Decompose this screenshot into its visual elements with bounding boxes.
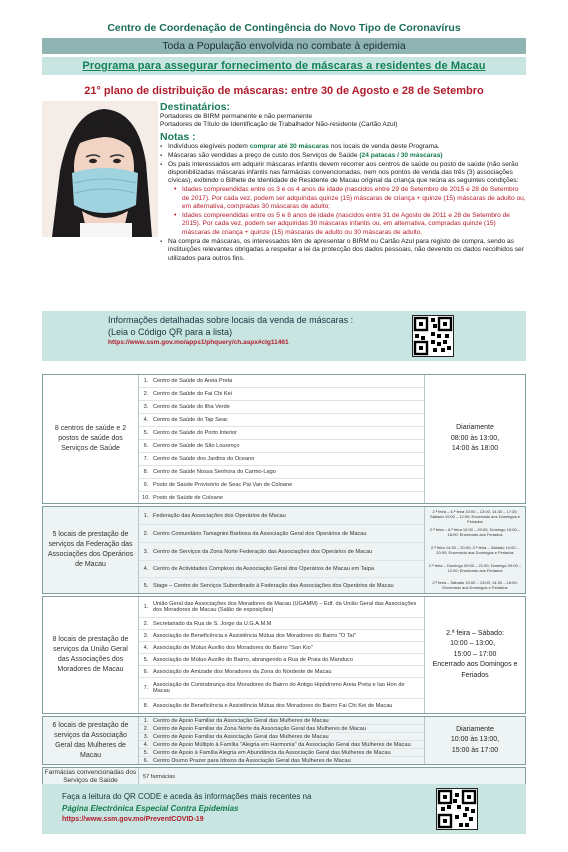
location-name: Associação de Beneficência e Assistência Mútua dos Moradores do Bairro "O Tai": [153, 632, 356, 639]
hours-line: Diariamente: [456, 424, 494, 432]
block-label: 6 locais de prestação de serviços da Associação Geral das Mulheres de Macau: [43, 717, 139, 764]
hours-line: 2.ª feira – Sábado:: [446, 629, 504, 637]
notes-label-text: Notas: [160, 130, 190, 143]
woman-with-mask-image: [42, 101, 158, 237]
note-highlight: (24 patacas / 30 máscaras): [359, 151, 443, 159]
footer: [42, 784, 526, 834]
opening-hours: [425, 597, 525, 713]
location-name: Centro de Apoio Familiar da Associação Geral das Mulheres de Macau: [153, 717, 329, 724]
opening-hours: [425, 717, 525, 764]
hours-line: Encerrado aos Domingos e: [432, 661, 518, 669]
list-item: 2. Centro Comunitário Tamagnini Barbosa da Associação Geral dos Operários de Macau: [139, 525, 424, 543]
location-name: Associação de Amizade dos Moradores da Zona do Nordeste de Macau: [153, 668, 332, 675]
location-list: [139, 507, 425, 593]
list-item: 1. Centro de Apoio Familiar da Associação Geral das Mulheres de Macau: [139, 717, 424, 725]
note-text: nos locais de venda deste Programa.: [328, 142, 440, 150]
qr-info-line: (Leia o Código QR para a lista): [108, 327, 233, 337]
qr-info-line: Informações detalhadas sobre locais da venda de máscaras :: [108, 315, 354, 325]
list-item: 2. Secretariado da Rua de S. Jorge da U.G.A.M.M: [139, 618, 424, 630]
location-name: Federação das Associações dos Operários de Macau: [153, 512, 286, 519]
list-item: 10. Posto de Saúde de Coloane: [139, 492, 424, 504]
pharmacies-count: 57 farmácias: [143, 774, 176, 780]
health-centres-block: [42, 374, 526, 504]
list-item: 4. Associação de Mútuo Auxílio dos Moradores do Bairro "San Kio": [139, 642, 424, 654]
location-name: Associação de Beneficência e Assistência Mútua dos Moradores do Bairro Fai Chi Kei de Macau: [153, 703, 393, 709]
residents-union-block: [42, 596, 526, 714]
location-name: Centro de Saúde do Ilha Verde: [153, 404, 230, 410]
programme-banner: Programa para assegurar fornecimento de máscaras a residentes de Macau: [42, 57, 526, 75]
recipients-and-notes: [160, 101, 526, 264]
list-item: 2. Centro de Apoio Familiar da Zona Norte da Associação Geral das Mulheres de Macau: [139, 725, 424, 733]
note-highlight: comprar até 30 máscaras: [249, 142, 329, 150]
hours-line: 2.ª feira – Domingo 09:00 – 21:00; Domingo 09:00 – 12:00; Encerrado aos Feriados: [428, 563, 522, 573]
hours-line: 2.ª feira – 6.ª feira 10:00 – 20:00; Domingo 10:00 – 18:00; Encerrado aos Feriados: [429, 527, 521, 537]
location-name: Centro de Saúde Nossa Senhora do Carmo-Lago: [153, 469, 276, 475]
list-item: 5. Centro de Saúde do Porto Interior: [139, 427, 424, 440]
note-item: [160, 143, 526, 151]
pharmacies-row: [42, 767, 526, 785]
hours-line: 08:00 às 13:00,: [450, 434, 500, 442]
location-name: Centro de Apoio Múltiplo à Família "Alegria em Harmonia" da Associação Geral das Mulheres de Macau: [153, 741, 411, 748]
list-item: 7. Centro de Saúde dos Jardins do Oceano: [139, 453, 424, 466]
poster: [42, 20, 526, 834]
list-item: 4. Centro de Actividades Complexo da Associação Geral dos Operários de Macau em Taipa: [139, 561, 424, 578]
header-subtitle: Toda a População envolvida no combate à epidemia: [42, 38, 526, 54]
list-item: 4. Centro de Saúde do Tap Seac: [139, 414, 424, 427]
hours-line: 2.ª feira – Sábado 10:00 – 13:00, 14:30 – 18:00; Encerrado aos Domingos e Feriados: [432, 580, 518, 590]
location-list: [139, 717, 425, 764]
recipient-line: Portadores de Título de Identificação de Trabalhador Não-residente (Cartão Azul): [160, 121, 398, 129]
recipients-label: Destinatários:: [160, 101, 231, 113]
list-item: 1. Centro de Saúde do Areia Preta: [139, 375, 424, 388]
list-item: 3. Associação de Beneficência e Assistência Mútua dos Moradores do Bairro "O Tai": [139, 630, 424, 642]
block-label: 8 locais de prestação de serviços da União Geral das Associações dos Moradores de Macau: [43, 597, 139, 713]
list-item: 1. União Geral das Associações dos Moradores de Macau (UGAMM) – Edf. da União Geral das Associações dos Moradores de Macau (Salão de exposições): [139, 597, 424, 618]
location-list: [139, 597, 425, 713]
location-name: Centro de Saúde do Areia Preta: [153, 378, 233, 384]
hours-line: Feriados: [461, 671, 489, 679]
notes-colon: :: [189, 130, 196, 143]
note-item: ▪ Na compra de máscaras, os interessados têm de apresentar o BIRM ou Cartão Azul para registo de compra, sendo as instituições relevantes obrigadas a respeitar a lei da protecção dos dados pessoais, não devendo os dados recolhidos ser utilizados para outros fins.: [160, 238, 526, 263]
hours-line: 2.ª feira 14:30 – 20:00; 3.ª feira – Sábado 10:00 – 20:00; Encerrado aos Domingos e Feriados: [431, 545, 519, 555]
info-section: [42, 99, 526, 309]
list-item: 8. Centro de Saúde Nossa Senhora do Carmo-Lago: [139, 466, 424, 479]
location-name: Centro de Apoio Familiar da Zona Norte da Associação Geral das Mulheres de Macau: [153, 725, 366, 732]
list-item: 5. Stage – Centro de Serviços Subordinado à Federação das Associações dos Operários de Macau: [139, 578, 424, 593]
list-item: 8. Associação de Beneficência e Assistência Mútua dos Moradores do Bairro Fai Chi Kei de Macau: [139, 699, 424, 713]
location-name: Stage – Centro de Serviços Subordinado à Federação das Associações dos Operários de Macau: [153, 582, 394, 589]
list-item: 6. Centro Diurno Prazer para Idosos da Associação Geral das Mulheres de Macau: [139, 757, 424, 764]
hours-line: 15:00 às 17:00: [451, 746, 499, 754]
location-name: Posto de Saúde Provisório de Seac Pai Van de Coloane: [153, 482, 293, 488]
list-item: 5. Associação de Mútuo Auxílio do Bairro, abrangendo a Rua de Praia do Manduco: [139, 654, 424, 666]
qr-code-icon-footer[interactable]: [436, 788, 478, 830]
list-item: 5. Centro de Apoio à Família Alegria em Abundância da Associação Geral das Mulheres de Macau: [139, 749, 424, 757]
recipient-line: Portadores de BIRM permanente e não permanente: [160, 113, 313, 120]
location-name: Associação de Contrabrança dos Moradores do Bairro do Antigo Hipódromo Areia Preta e Iao Hon de Macau: [153, 682, 405, 694]
opening-hours: [425, 375, 525, 503]
list-item: 7. Associação de Contrabrança dos Moradores do Bairro do Antigo Hipódromo Areia Preta e Iao Hon de Macau: [139, 678, 424, 699]
note-subitem: • Idades compreendidas entre os 3 e os 4 anos de idade (nascidos entre 29 de Setembro de 2015 e 28 de Setembro de 2017). Por cada vez, podem ser adquiridas quinze (15) máscaras de criança + quinze (15) máscaras de adulto ou, em alternativa, compradas 30 máscaras de adulto;: [174, 186, 526, 211]
location-name: Centro de Serviços da Zona Norte Federação das Associações dos Operários de Macau: [153, 548, 373, 555]
list-item: 3. Centro de Saúde do Ilha Verde: [139, 401, 424, 414]
location-name: Centro de Saúde dos Jardins do Oceano: [153, 456, 255, 462]
qr-code-icon[interactable]: [412, 315, 454, 357]
note-item: ▪ Os pais interessados em adquirir máscaras infantis devem recorrer aos centros de saúde ou posto de saúde (não serão disponibilizadas máscaras infantis nas farmácias convencionadas, nem nos pontos de venda das três (3) associações cívicas), exibindo o Bilhete de Identidade de Residente de Macau original da criança que reúna as seguintes condições:: [160, 161, 526, 186]
footer-line: Faça a leitura do QR CODE e aceda às informações mais recentes na: [62, 792, 312, 801]
header-title: Centro de Coordenação de Contingência do Novo Tipo de Coronavírus: [107, 22, 461, 34]
location-name: Centro Comunitário Tamagnini Barbosa da Associação Geral dos Operários de Macau: [153, 530, 367, 537]
location-name: Centro de Saúde do Fai Chi Kei: [153, 391, 232, 397]
hours-line: 2.ª feira – 6.ª feira 10:00 – 13:00, 14:30 – 17:30; Sábado 10:00 – 12:00; Encerrado aos Domingos e Feriados: [429, 509, 521, 524]
hours-line: 15:00 – 17:00: [453, 650, 497, 658]
location-name: Secretariado da Rua de S. Jorge da U.G.A.M.M: [153, 620, 272, 627]
hours-line: 10:00 – 13:00、: [450, 640, 500, 648]
plan-title: 21° plano de distribuição de máscaras: entre 30 de Agosto e 28 de Setembro: [84, 85, 484, 97]
hours-line: 14:00 às 18:00: [451, 445, 499, 453]
hours-line: 10:00 às 13:00,: [450, 736, 500, 744]
notes-label: [160, 131, 526, 143]
list-item: 1. Federação das Associações dos Operários de Macau: [139, 507, 424, 525]
block-label: 5 locais de prestação de serviços da Federação das Associações dos Operários de Macau: [43, 507, 139, 593]
opening-hours: [425, 507, 525, 593]
pharmacies-label: Farmácias convencionadas dos Serviços de Saúde: [43, 768, 139, 784]
location-name: Centro de Actividades Complexo da Associação Geral dos Operários de Macau em Taipa: [153, 566, 374, 572]
block-label: 8 centros de saúde e 2 postos de saúde dos Serviços de Saúde: [43, 375, 139, 503]
hours-line: Diariamente: [456, 725, 494, 733]
qr-info-url[interactable]: https://www.ssm.gov.mo/apps1/phquery/ch.aspx#clg11461: [108, 339, 289, 346]
note-item: [160, 152, 526, 160]
location-name: Centro de Apoio Familiar da Associação Geral das Mulheres de Macau: [153, 733, 329, 740]
location-list: [139, 375, 425, 503]
womens-association-block: [42, 716, 526, 765]
footer-url[interactable]: https://www.ssm.gov.mo/PreventCOVID-19: [62, 816, 204, 823]
qr-info-section: [42, 311, 526, 361]
location-name: Centro de Saúde do Porto Interior: [153, 430, 237, 436]
list-item: 2. Centro de Saúde do Fai Chi Kei: [139, 388, 424, 401]
list-item: 3. Centro de Serviços da Zona Norte Federação das Associações dos Operários de Macau: [139, 543, 424, 561]
list-item: 9. Posto de Saúde Provisório de Seac Pai Van de Coloane: [139, 479, 424, 492]
location-name: Centro de Saúde do Tap Seac: [153, 417, 228, 423]
location-name: Centro Diurno Prazer para Idosos da Associação Geral das Mulheres de Macau: [153, 757, 351, 764]
location-name: Centro de Saúde de São Lourenço: [153, 443, 240, 449]
list-item: 3. Centro de Apoio Familiar da Associação Geral das Mulheres de Macau: [139, 733, 424, 741]
workers-federation-block: [42, 506, 526, 594]
location-name: Centro de Apoio à Família Alegria em Abundância da Associação Geral das Mulheres de Macau: [153, 749, 391, 756]
location-name: Posto de Saúde de Coloane: [153, 495, 223, 501]
location-name: Associação de Mútuo Auxílio do Bairro, abrangendo a Rua de Praia do Manduco: [153, 656, 353, 663]
footer-page-title: Página Electrónica Especial Contra Epidemias: [62, 804, 239, 813]
location-name: Associação de Mútuo Auxílio dos Moradores do Bairro "San Kio": [153, 644, 313, 651]
location-name: União Geral das Associações dos Moradores de Macau (UGAMM) – Edf. da União Geral das Associações dos Moradores de Macau (Salão de exposições): [153, 601, 417, 613]
list-item: 6. Associação de Amizade dos Moradores da Zona do Nordeste de Macau: [139, 666, 424, 678]
list-item: 6. Centro de Saúde de São Lourenço: [139, 440, 424, 453]
note-subitem: • Idades compreendidas entre os 5 e 8 anos de idade (nascidos entre 31 de Agosto de 2011 e 28 de Setembro de 2015). Por cada vez, podem ser adquiridas 30 máscaras infantis ou, em alternativa, compradas quinze (15) máscaras de criança + quinze (15) máscaras de adulto ou 30 máscaras de adulto.: [174, 212, 526, 237]
note-text: Máscaras são vendidas a preço de custo dos Serviços de Saúde: [168, 151, 360, 159]
list-item: 4. Centro de Apoio Múltiplo à Família "Alegria em Harmonia" da Associação Geral das Mulheres de Macau: [139, 741, 424, 749]
note-text: Indivíduos elegíveis podem: [168, 142, 250, 150]
